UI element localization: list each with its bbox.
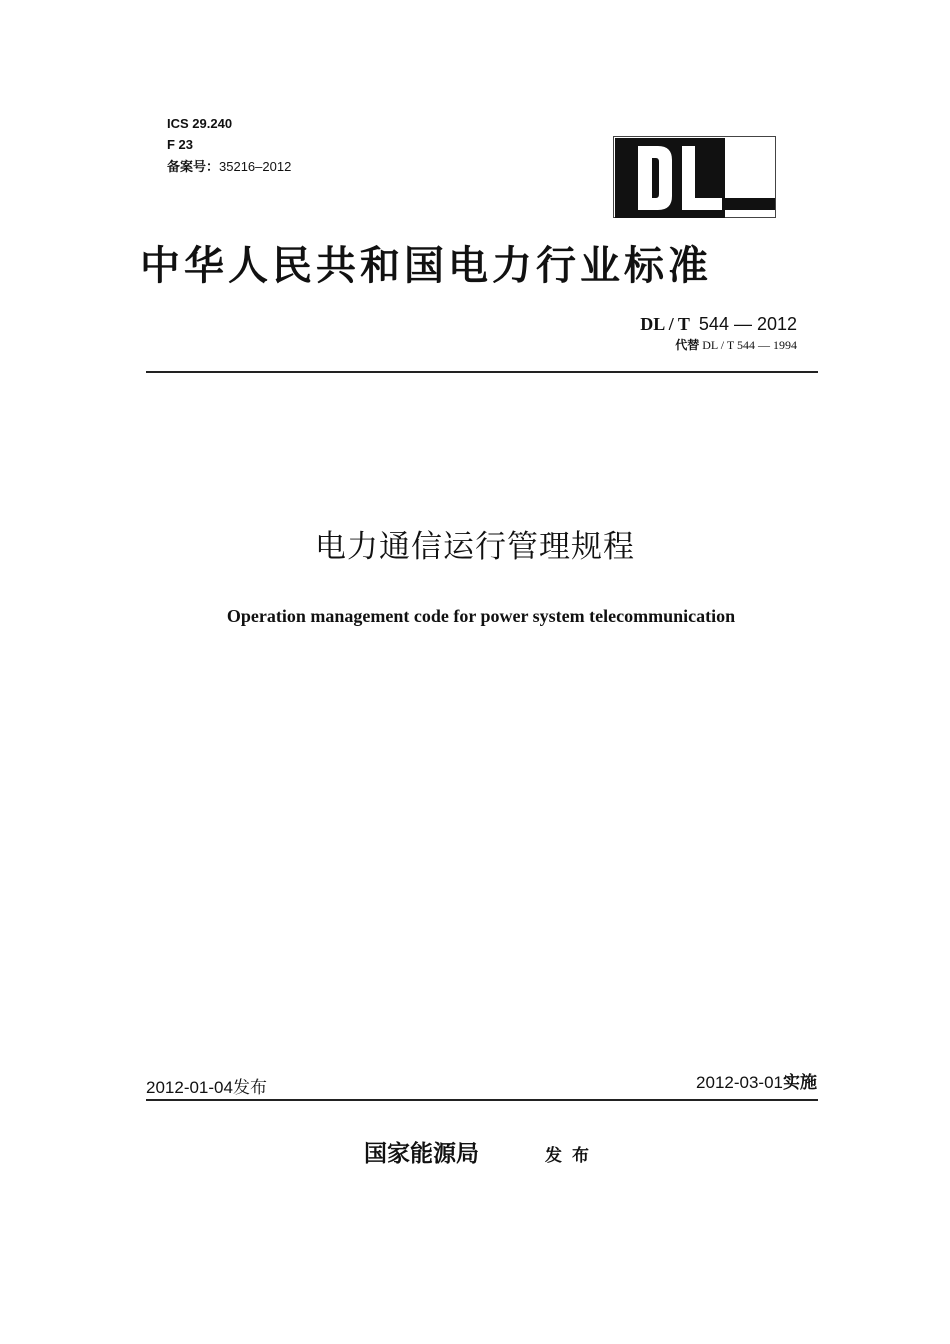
replaces-standard <box>675 337 797 353</box>
dl-logo-mark <box>614 137 777 219</box>
record-number-value: 35216–2012 <box>219 159 292 174</box>
ics-code: ICS 29.240 <box>167 116 233 131</box>
publisher-name: 国家能源局 <box>364 1140 479 1167</box>
top-divider <box>146 371 818 373</box>
standard-number-value: 544 — 2012 <box>698 314 797 334</box>
publish-action: 发布 <box>545 1146 599 1166</box>
issue-date <box>146 1077 267 1099</box>
standard-number <box>640 313 797 335</box>
classification-code: F 23 <box>167 137 194 152</box>
document-title-en: Operation management code for power system telecommunication <box>226 606 736 626</box>
effective-date <box>696 1072 817 1094</box>
record-number <box>167 159 291 175</box>
document-title-zh: 电力通信运行管理规程 <box>315 529 635 565</box>
effective-date-label: 实施 <box>783 1073 817 1092</box>
bottom-divider <box>146 1099 818 1101</box>
issue-date-value: 2012-01-04 <box>146 1078 233 1097</box>
record-number-label: 备案号： <box>167 159 220 174</box>
dl-logo <box>613 136 776 218</box>
replaces-label: 代替 <box>675 338 700 352</box>
effective-date-value: 2012-03-01 <box>696 1073 783 1092</box>
replaces-value: DL / T 544 — 1994 <box>702 338 797 352</box>
standard-code: DL / T <box>640 314 690 334</box>
standard-heading: 中华人民共和国电力行业标准 <box>140 242 712 289</box>
issue-date-label: 发布 <box>232 1078 267 1097</box>
